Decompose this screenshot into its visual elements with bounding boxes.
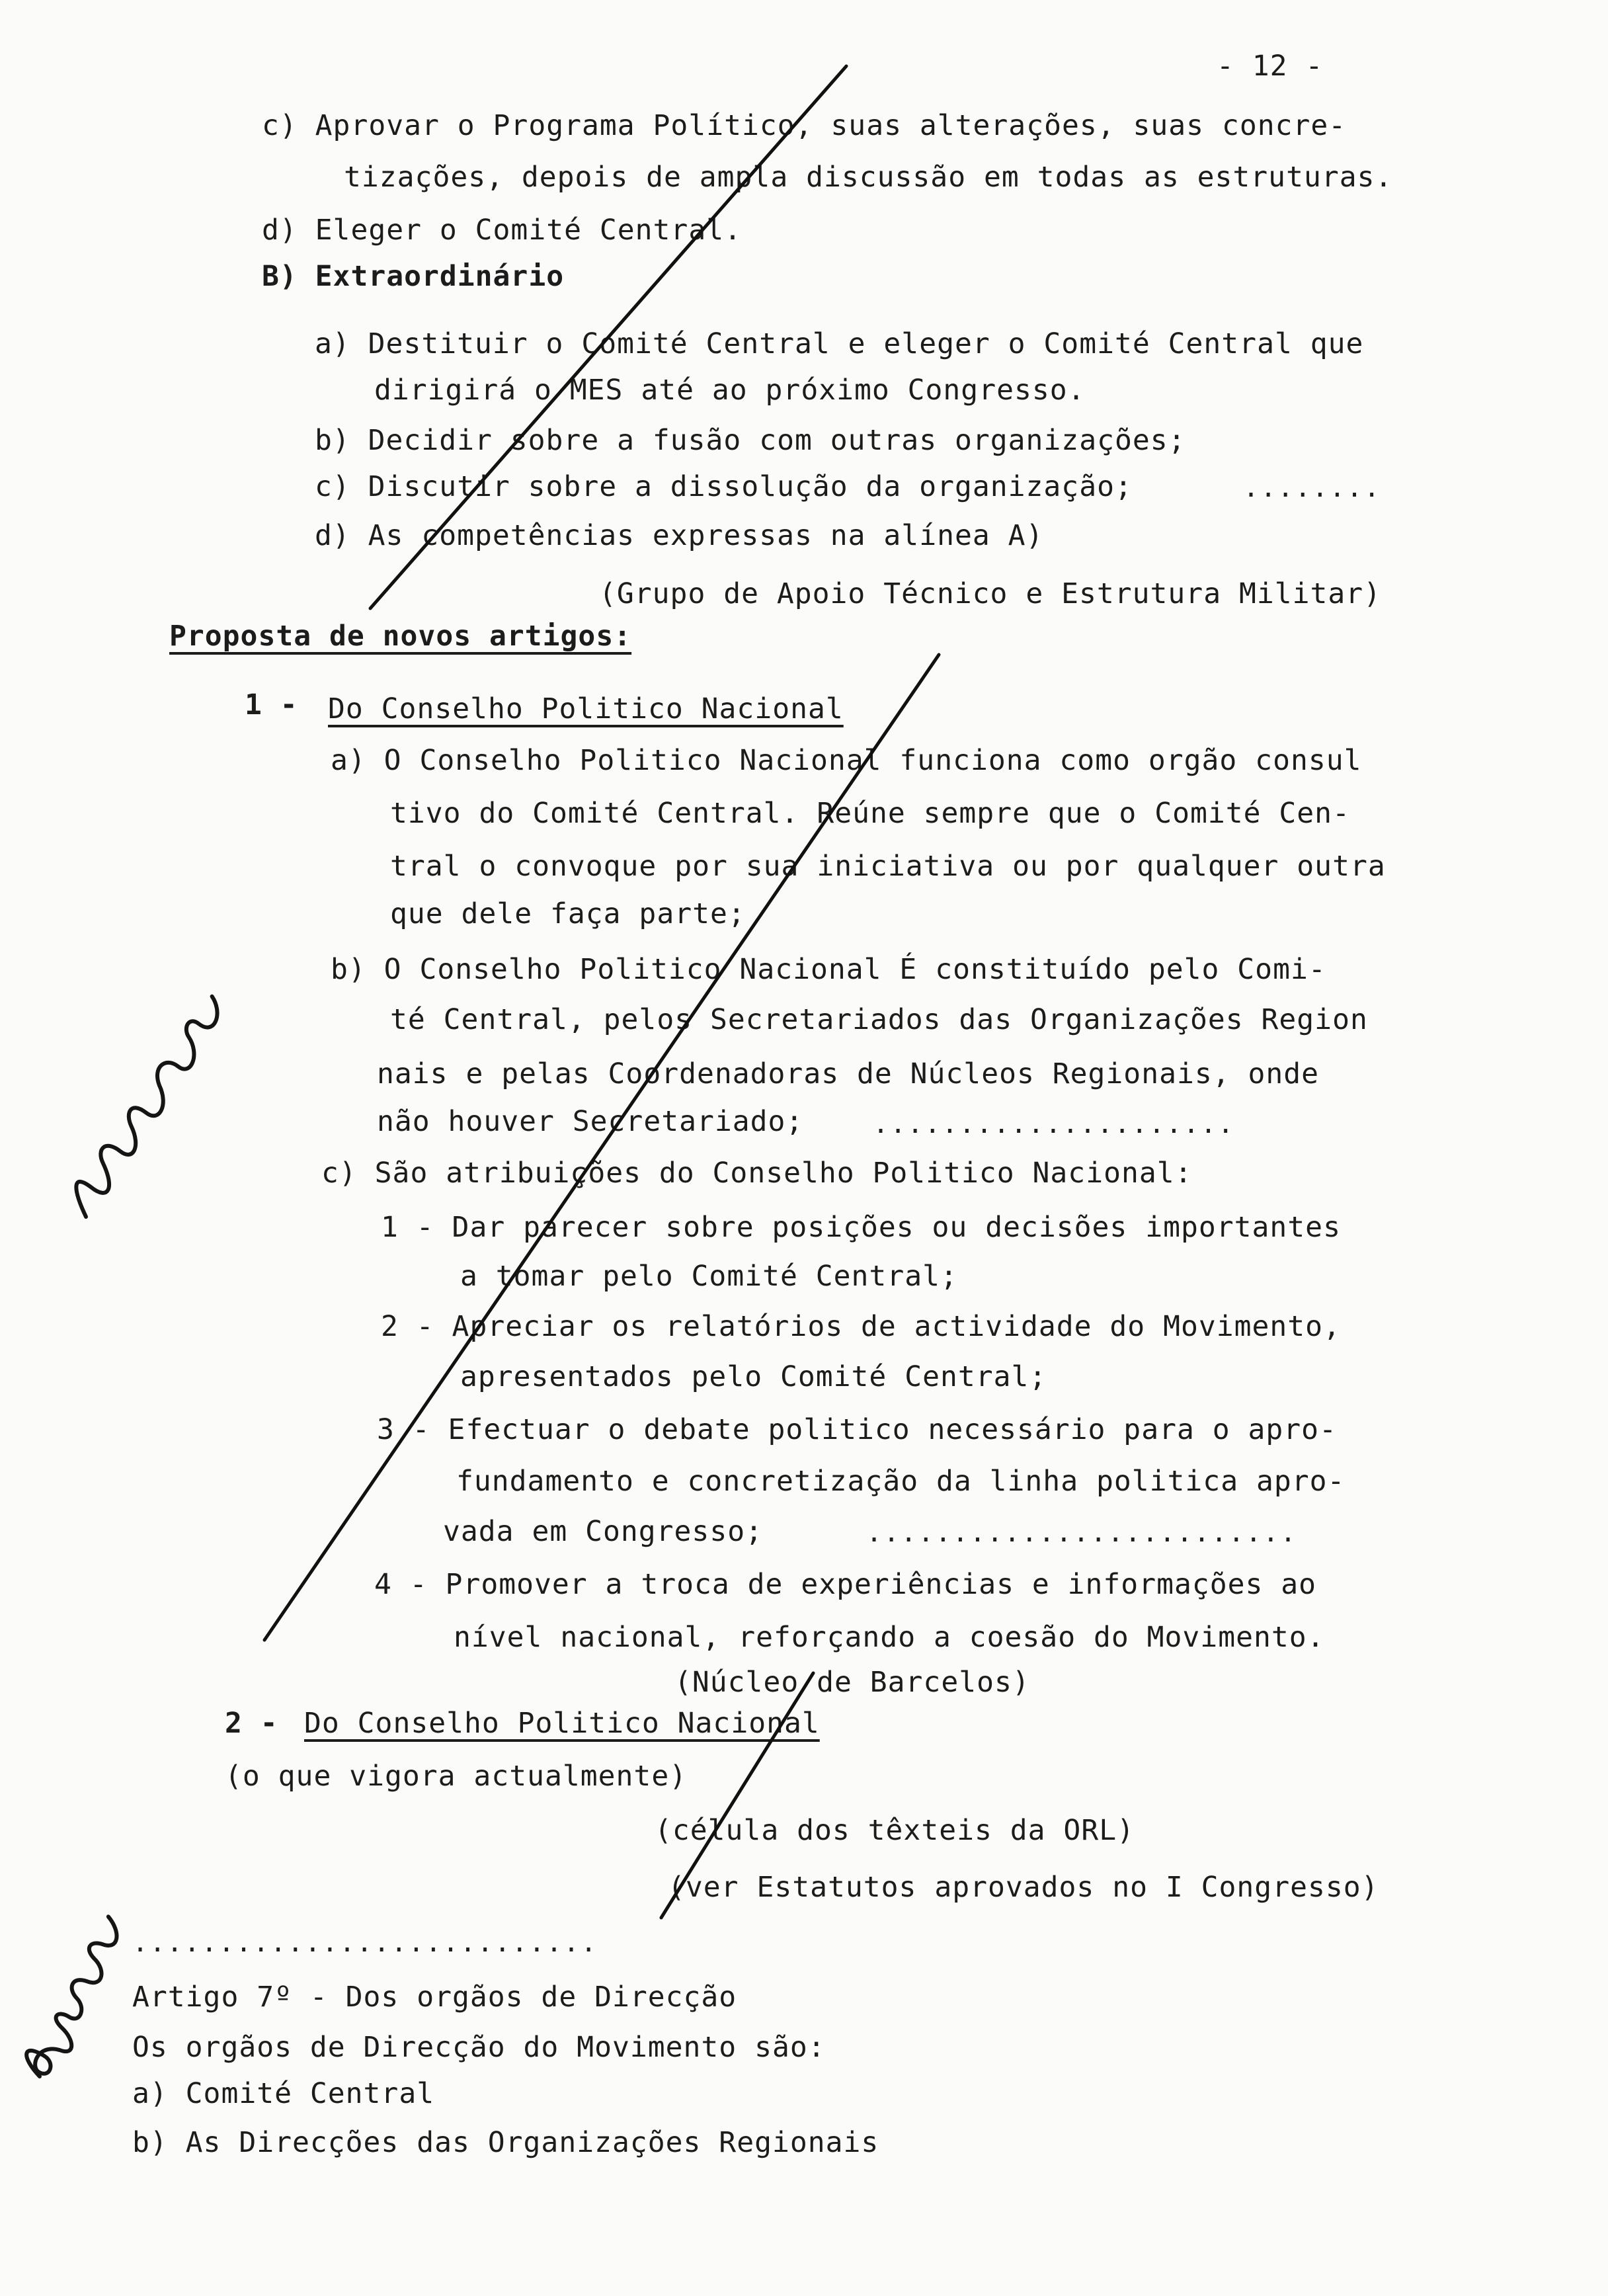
credit-statutes: (ver Estatutos aprovados no I Congresso) <box>668 1871 1379 1904</box>
dotted-leader: ..................... <box>873 1109 1235 1139</box>
item-B-a: a) Destituir o Comité Central e eleger o Comité Central que <box>315 327 1364 360</box>
credit-gate: (Grupo de Apoio Técnico e Estrutura Militar) <box>599 577 1382 610</box>
para-c-3b: fundamento e concretização da linha politica apro- <box>456 1465 1346 1498</box>
article-item-a: a) Comité Central <box>132 2077 435 2110</box>
article-item-b: b) As Direcções das Organizações Regionais <box>132 2126 879 2159</box>
item2-title: Do Conselho Politico Nacional <box>304 1707 820 1740</box>
para-a-line4: que dele faça parte; <box>390 897 746 930</box>
item2-note: (o que vigora actualmente) <box>225 1760 688 1793</box>
para-c-3a: 3 - Efectuar o debate politico necessário para o apro- <box>377 1413 1337 1446</box>
para-c-4a: 4 - Promover a troca de experiências e informações ao <box>374 1568 1317 1601</box>
article-title: Artigo 7º - Dos orgãos de Direcção <box>132 1981 737 2014</box>
item-B-b: b) Decidir sobre a fusão com outras organizações; <box>315 424 1186 457</box>
para-b-line1: b) O Conselho Politico Nacional É constituído pelo Comi- <box>331 953 1326 986</box>
dotted-separator: ........................... <box>132 1928 598 1958</box>
para-b-line4: não houver Secretariado; <box>377 1105 804 1138</box>
item1-title: Do Conselho Politico Nacional <box>328 692 844 725</box>
para-a-line2: tivo do Comité Central. Reúne sempre que o Comité Cen- <box>390 797 1350 830</box>
article-intro: Os orgãos de Direcção do Movimento são: <box>132 2031 826 2064</box>
strike-line-middle <box>264 655 939 1640</box>
strike-line-lower <box>661 1673 813 1918</box>
credit-textile-cell: (célula dos têxteis da ORL) <box>655 1814 1135 1847</box>
para-a-line3: tral o convoque por sua iniciativa ou por qualquer outra <box>390 850 1386 883</box>
dotted-leader: ........ <box>1243 473 1381 503</box>
item-c-cont: tizações, depois de ampla discussão em todas as estruturas. <box>344 161 1393 194</box>
item-B-extraordinary: B) Extraordinário <box>262 260 565 293</box>
item-d: d) Eleger o Comité Central. <box>262 214 742 247</box>
dotted-leader: ......................... <box>866 1518 1298 1548</box>
para-c-1a: 1 - Dar parecer sobre posições ou decisões importantes <box>381 1211 1341 1244</box>
handwritten-note-aprovado <box>17 1916 141 2082</box>
strike-line-upper <box>370 66 846 608</box>
item-B-d: d) As competências expressas na alínea A) <box>315 519 1044 552</box>
handwritten-note-vencido <box>56 995 241 1217</box>
para-c-line1: c) São atribuições do Conselho Politico Nacional: <box>321 1157 1193 1190</box>
para-b-line2: té Central, pelos Secretariados das Organizações Region <box>390 1003 1368 1036</box>
para-c-4b: nível nacional, reforçando a coesão do Movimento. <box>454 1621 1325 1654</box>
para-c-2a: 2 - Apreciar os relatórios de actividade do Movimento, <box>381 1310 1341 1343</box>
para-c-1b: a tomar pelo Comité Central; <box>460 1260 958 1293</box>
item-B-c: c) Discutir sobre a dissolução da organização; <box>315 470 1133 503</box>
para-b-line3: nais e pelas Coordenadoras de Núcleos Regionais, onde <box>377 1057 1320 1090</box>
item-B-a-cont: dirigirá o MES até ao próximo Congresso. <box>374 374 1086 407</box>
item1-number: 1 - <box>245 688 316 721</box>
item2-number: 2 - <box>225 1707 296 1740</box>
para-c-2b: apresentados pelo Comité Central; <box>460 1360 1047 1393</box>
para-a-line1: a) O Conselho Politico Nacional funciona como orgão consul <box>331 744 1362 777</box>
page-number: - 12 - <box>1217 50 1324 83</box>
credit-barcelos: (Núcleo de Barcelos) <box>674 1666 1030 1699</box>
proposal-heading: Proposta de novos artigos: <box>169 620 632 653</box>
para-c-3c: vada em Congresso; <box>443 1515 763 1548</box>
item-c: c) Aprovar o Programa Político, suas alterações, suas concre- <box>262 109 1347 142</box>
